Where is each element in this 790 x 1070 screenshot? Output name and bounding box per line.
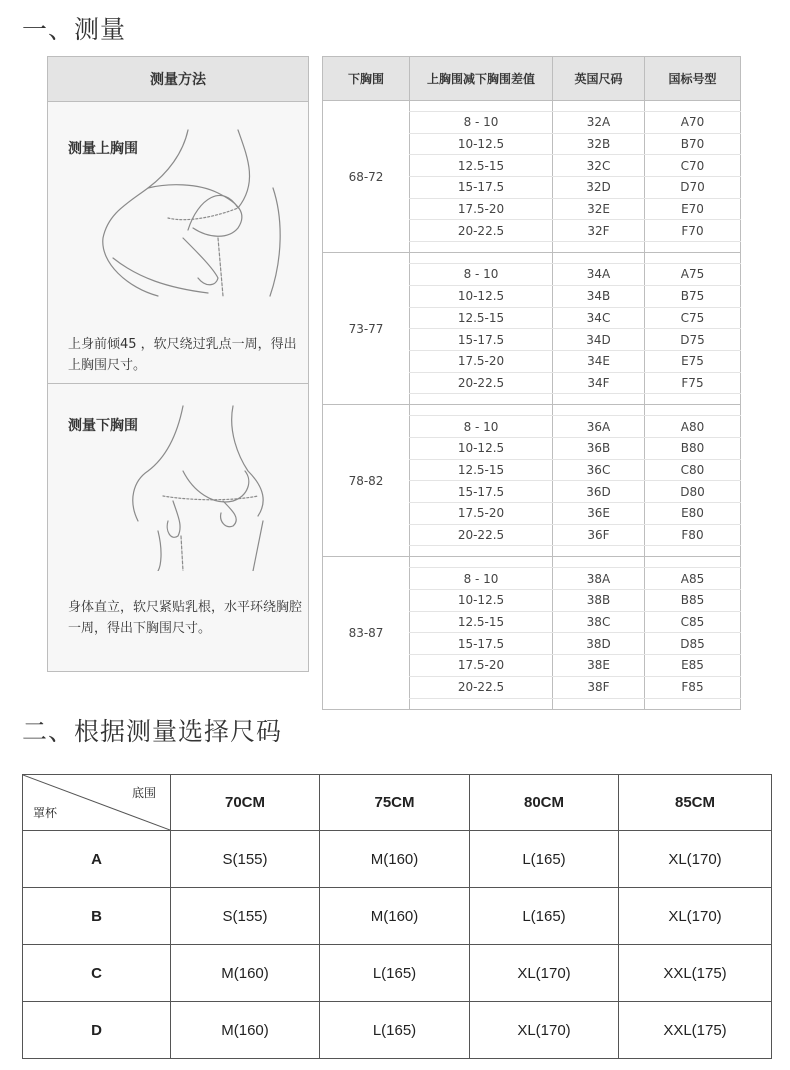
upper-bust-title: 测量上胸围: [68, 141, 138, 157]
header-uk-size: 英国尺码: [553, 57, 645, 101]
size-selection-table: [22, 774, 772, 1059]
cup-label: D: [23, 1002, 171, 1059]
difference-cell: 12.5-15: [410, 155, 553, 177]
difference-cell: 8 - 10: [410, 568, 553, 590]
spacer-cell: [410, 557, 553, 568]
cn-size-cell: D70: [645, 177, 741, 199]
uk-size-cell: 32C: [553, 155, 645, 177]
size-cell: M(160): [171, 945, 320, 1002]
spacer-cell: [645, 242, 741, 253]
cn-size-cell: B80: [645, 437, 741, 459]
uk-size-cell: 34A: [553, 264, 645, 286]
difference-cell: 20-22.5: [410, 220, 553, 242]
lower-bust-title: 测量下胸围: [68, 418, 138, 434]
size-cell: XL(170): [619, 831, 772, 888]
uk-size-cell: 34D: [553, 329, 645, 351]
column-header: 85CM: [619, 775, 772, 831]
measure-method-header: 测量方法: [48, 57, 308, 102]
spacer-cell: [553, 394, 645, 405]
size-row: [323, 557, 741, 568]
spacer-cell: [645, 557, 741, 568]
uk-size-cell: 36B: [553, 437, 645, 459]
cn-size-cell: A85: [645, 568, 741, 590]
uk-size-cell: 32F: [553, 220, 645, 242]
spacer-cell: [553, 557, 645, 568]
column-header: 75CM: [320, 775, 470, 831]
size-cell: M(160): [171, 1002, 320, 1059]
uk-size-cell: 38F: [553, 676, 645, 698]
spacer-cell: [410, 242, 553, 253]
spacer-cell: [553, 242, 645, 253]
difference-cell: 10-12.5: [410, 133, 553, 155]
difference-cell: 8 - 10: [410, 416, 553, 438]
uk-size-cell: 38A: [553, 568, 645, 590]
uk-size-cell: 38C: [553, 611, 645, 633]
difference-cell: 15-17.5: [410, 633, 553, 655]
difference-cell: 17.5-20: [410, 198, 553, 220]
lower-bust-illustration: [123, 401, 293, 571]
corner-cell: [23, 775, 171, 831]
upper-bust-description: 上身前倾45 ，软尺绕过乳点一周，得出上胸围尺寸。: [68, 337, 297, 373]
header-cn-size: 国标号型: [645, 57, 741, 101]
spacer-cell: [645, 546, 741, 557]
uk-size-cell: 38B: [553, 590, 645, 612]
cup-label: B: [23, 888, 171, 945]
size-cell: S(155): [171, 888, 320, 945]
cn-size-cell: E85: [645, 655, 741, 677]
cn-size-cell: B70: [645, 133, 741, 155]
difference-cell: 12.5-15: [410, 307, 553, 329]
cup-row: [23, 945, 772, 1002]
size-cell: L(165): [470, 888, 619, 945]
column-header: 80CM: [470, 775, 619, 831]
size-cell: L(165): [320, 1002, 470, 1059]
uk-size-cell: 36E: [553, 503, 645, 525]
difference-cell: 10-12.5: [410, 437, 553, 459]
spacer-cell: [645, 394, 741, 405]
size-cell: XL(170): [619, 888, 772, 945]
uk-size-cell: 38E: [553, 655, 645, 677]
cup-row: [23, 831, 772, 888]
difference-cell: 15-17.5: [410, 481, 553, 503]
spacer-cell: [410, 253, 553, 264]
underbust-range: 68-72: [323, 101, 410, 253]
difference-cell: 10-12.5: [410, 590, 553, 612]
size-cell: L(165): [320, 945, 470, 1002]
size-cell: XXL(175): [619, 945, 772, 1002]
spacer-cell: [410, 698, 553, 709]
cn-size-cell: C70: [645, 155, 741, 177]
column-header: 70CM: [171, 775, 320, 831]
cn-size-cell: C85: [645, 611, 741, 633]
measure-method-panel: [47, 56, 309, 672]
spacer-cell: [410, 394, 553, 405]
size-row: [323, 101, 741, 112]
cup-row: [23, 888, 772, 945]
upper-bust-block: [48, 102, 308, 384]
spacer-cell: [645, 698, 741, 709]
cn-size-cell: B85: [645, 590, 741, 612]
underbust-range: 73-77: [323, 253, 410, 405]
uk-size-cell: 36A: [553, 416, 645, 438]
uk-size-cell: 32D: [553, 177, 645, 199]
spacer-cell: [645, 405, 741, 416]
spacer-cell: [553, 101, 645, 112]
cn-size-cell: F75: [645, 372, 741, 394]
spacer-cell: [553, 405, 645, 416]
cup-label: A: [23, 831, 171, 888]
lower-bust-block: [48, 385, 308, 671]
section-title-select-size: 二、根据测量选择尺码: [22, 717, 283, 746]
size-row: [323, 405, 741, 416]
cn-size-cell: B75: [645, 285, 741, 307]
difference-cell: 20-22.5: [410, 372, 553, 394]
cn-size-cell: F80: [645, 524, 741, 546]
uk-size-cell: 34C: [553, 307, 645, 329]
upper-bust-illustration: [88, 128, 288, 298]
cn-size-cell: C75: [645, 307, 741, 329]
size-cell: M(160): [320, 888, 470, 945]
size-cell: XL(170): [470, 945, 619, 1002]
difference-cell: 10-12.5: [410, 285, 553, 307]
spacer-cell: [645, 101, 741, 112]
difference-cell: 20-22.5: [410, 676, 553, 698]
cn-size-cell: E80: [645, 503, 741, 525]
uk-size-cell: 34B: [553, 285, 645, 307]
cn-size-cell: E75: [645, 350, 741, 372]
spacer-cell: [553, 253, 645, 264]
difference-cell: 8 - 10: [410, 264, 553, 286]
difference-cell: 12.5-15: [410, 611, 553, 633]
header-difference: 上胸围减下胸围差值: [410, 57, 553, 101]
size-cell: XL(170): [470, 1002, 619, 1059]
cup-row: [23, 1002, 772, 1059]
uk-size-cell: 32E: [553, 198, 645, 220]
spacer-cell: [410, 405, 553, 416]
uk-size-cell: 34F: [553, 372, 645, 394]
difference-cell: 12.5-15: [410, 459, 553, 481]
uk-size-cell: 36C: [553, 459, 645, 481]
cn-size-cell: A80: [645, 416, 741, 438]
difference-cell: 8 - 10: [410, 112, 553, 134]
underbust-range: 78-82: [323, 405, 410, 557]
spacer-cell: [553, 546, 645, 557]
cn-size-cell: D75: [645, 329, 741, 351]
corner-label-underband: 底围: [131, 786, 156, 800]
difference-cell: 15-17.5: [410, 329, 553, 351]
size-cell: S(155): [171, 831, 320, 888]
size-cell: M(160): [320, 831, 470, 888]
uk-size-cell: 32A: [553, 112, 645, 134]
corner-label-cup: 罩杯: [33, 806, 58, 820]
difference-cell: 20-22.5: [410, 524, 553, 546]
cn-size-cell: D80: [645, 481, 741, 503]
uk-size-cell: 36F: [553, 524, 645, 546]
underbust-range: 83-87: [323, 557, 410, 709]
spacer-cell: [410, 101, 553, 112]
uk-size-cell: 38D: [553, 633, 645, 655]
difference-cell: 17.5-20: [410, 503, 553, 525]
size-conversion-table: [322, 56, 741, 710]
difference-cell: 17.5-20: [410, 350, 553, 372]
cn-size-cell: F85: [645, 676, 741, 698]
section-title-measure: 一、测量: [22, 15, 127, 44]
difference-cell: 15-17.5: [410, 177, 553, 199]
difference-cell: 17.5-20: [410, 655, 553, 677]
cup-label: C: [23, 945, 171, 1002]
uk-size-cell: 34E: [553, 350, 645, 372]
spacer-cell: [645, 253, 741, 264]
header-underbust: 下胸围: [323, 57, 410, 101]
cn-size-cell: A70: [645, 112, 741, 134]
spacer-cell: [410, 546, 553, 557]
size-cell: XXL(175): [619, 1002, 772, 1059]
cn-size-cell: E70: [645, 198, 741, 220]
cn-size-cell: F70: [645, 220, 741, 242]
cn-size-cell: C80: [645, 459, 741, 481]
cn-size-cell: D85: [645, 633, 741, 655]
uk-size-cell: 32B: [553, 133, 645, 155]
uk-size-cell: 36D: [553, 481, 645, 503]
lower-bust-description: 身体直立，软尺紧贴乳根，水平环绕胸腔一周，得出下胸围尺寸。: [68, 600, 303, 636]
size-row: [323, 253, 741, 264]
spacer-cell: [553, 698, 645, 709]
cn-size-cell: A75: [645, 264, 741, 286]
size-cell: L(165): [470, 831, 619, 888]
